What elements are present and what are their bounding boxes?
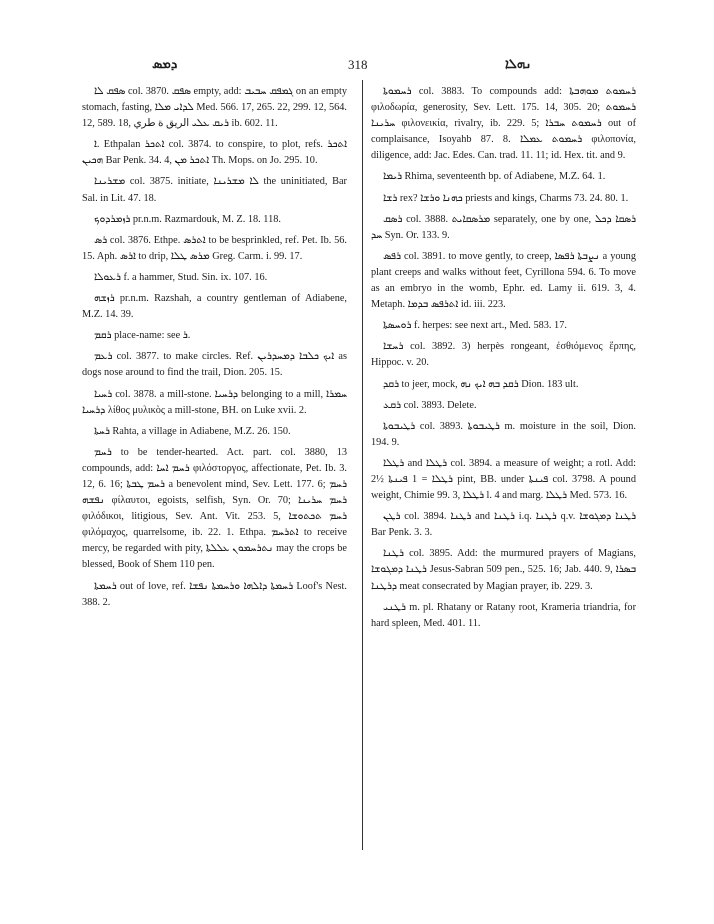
dictionary-entry: ܪܚܡܘܬܐ col. 3883. To compounds add: ܪܚܡܘܬ ܡܘܗܒܬܐ φιλοδωρία, generosity, Sev. Lett. 175. 14, 305. 20; ܪܚܡܘܬ ܚܪܝܢܐ φιλονεικία, rivalry, ib. 229. 5; ܪܚܡܘܬ ܚܒܪܐ out of complaisance, Isoyahb 87. 8. ܪܚܡܘܬ ܥܡܠܐ φιλοπονία, diligence, add: Jac. Edes. Can. trad. 11. 11; id. Hex. tit. and 9. <box>371 86 637 162</box>
dictionary-entry: ܪܛܢܝ m. pl. Rhatany or Ratany root, Krameria triandria, for hard spleen, Med. 401. 11. <box>371 601 636 629</box>
dictionary-entry: ܪܦܣ col. 3891. to move gently, to creep, ܢܨܒܬܐ ܪܦܣܐ a young plant creeps and walks without feet, Cyrillona 594. 6. To move as an embryo in the womb, Ephr. ed. Lamy ii. 619. 3, 4. Metaph. ܐܬܪܦܣ ܒܕܡܐ id. iii. 223. <box>371 250 636 311</box>
dictionary-entry: ܪܙܫܗ pr.n.m. Razshah, a country gentleman of Adiabene, M.Z. 14. 39. <box>82 293 347 321</box>
dictionary-entry: ܪܥܘܠܐ f. a hammer, Stud. Sin. ix. 107. 16. <box>94 271 268 283</box>
dictionary-entry: ܪܚܡܬܐ out of love, ref. ܪܚܡܬܐ ܕܐܠܗܐ ܘܪܚܡܬܐ ܢܦܫܐ Loof's Nest. 388. 2. <box>82 580 347 608</box>
dictionary-entry: ܪܛܢ col. 3894. ܪܛܢܐ and ܪܛܢܐ i.q. ܪܛܢܐ q.v. ܪܛܢܐ ܕܡܓܘܫܐ Bar Penk. 3. 3. <box>371 511 636 539</box>
right-column <box>371 84 636 637</box>
dictionary-entry: ܪܩܥ col. 3893. Delete. <box>383 399 477 411</box>
left-column <box>82 84 347 616</box>
dictionary-entry: ܪܝܡܐ Rhima, seventeenth bp. of Adiabene, M.Z. 64. 1. <box>383 171 606 183</box>
dictionary-entry: ܪܚܫܐ col. 3892. 3) herpès rongeant, ἐσθιόμενος ἕρπης, Hippoc. v. 20. <box>371 341 636 369</box>
dictionary-entry: ܪܩܕ to jeer, mock, ܪܩܕ ܒܗ ܐܝܟ ܢܗ Dion. 183 ult. <box>383 378 579 390</box>
dictionary-entry: ܪܩܡ place-name: see ܪ. <box>94 330 191 342</box>
dictionary-entry: ܐ. Ethpalan ܐܬܟܪ col. 3874. to conspire, to plot, refs. ܐܬܟܪ ܗܟܝܢ Bar Penk. 34. 4, ܐܬܟܪ ܡܢ Th. Mops. on Jo. 295. 10. <box>82 139 347 167</box>
running-head-left: ܕܡܣ <box>152 57 178 72</box>
page-number: 318 <box>348 57 368 72</box>
dictionary-entry: ܪܥܡ col. 3877. to make circles. Ref. ܐܝܟ ܟܠܒܐ ܕܡܚܕܪܝܢ as dogs nose around to find the trail, Dion. 205. 15. <box>82 351 347 379</box>
dictionary-entry: ܪܚܡ to be tender-hearted. Act. part. col. 3880, 13 compounds, add: ܪܚܡ ܐܚܐ φιλόστοργος, affectionate, Pet. Ib. 3. 12, 6. 16; ܪܚܡ ܛܒܬܐ a benevolent mind, Sev. Lett. 177. 6; ܪܚܡ ܢܦܫܗ φίλαυτοι, egoists, selfish, Syn. Or. 70; ܪܚܡ ܚܪܝܢܐ φιλόδικοι, litigious, Sev. Ant. Vit. 253. 5, ܪܚܡ ܬܟܬܘܫܐ φιλόμαχος, quarrelsome, ib. 22. 1. Ethpa. ܐܬܪܚܡ to receive mercy, be regarded with pity, ܢܬܪܚܡܘܢ ܥܠܠܬܐ may the crops be blessed, Book of Shem 110 pen. <box>82 446 348 571</box>
dictionary-entry: ܪܚܬܐ Rahta, a village in Adiabene, M.Z. 26. 150. <box>94 425 291 437</box>
dictionary-entry: ܪܛܝܒܘܬܐ col. 3893. ܪܛܝܒܘܬܐ m. moisture in the soil, Dion. 194. 9. <box>371 420 636 448</box>
dictionary-entry: ܪܛܠܐ and ܪܛܠܐ col. 3894. a measure of weight; a rotl. Add: 2½ ܪܛܠܐ = 1 ܦܝܢܬܐ pint, BB. under ܦܝܢܬܐ col. 3798. A pound weight, Chimie 99. 3, ܪܛܠܐ l. 4 and marg. ܪܛܠܐ Med. 573. 16. <box>371 457 637 502</box>
dictionary-entry: ܡܫܪܝܢܐ col. 3875. initiate, ܠܐ ܡܫܪܝܢܐ the uninitiated, Bar Sal. in Lit. 47. 18. <box>82 176 347 204</box>
running-head-right: ܢܗܠܐ <box>505 57 532 72</box>
dictionary-entry: ܪܫܐ rex? ܟܗܢܐ ܘܪܫܐ priests and kings, Charms 73. 24. 80. 1. <box>383 192 629 204</box>
column-divider <box>362 80 363 850</box>
dictionary-entry: ܪܣܩ col. 3888. ܡܪܣܩܐܝܬ separately, one by one, ܪܣܩܐ ܕܟܠ ܚܕ Syn. Or. 133. 9. <box>371 213 636 241</box>
dictionary-entry: ܪܛܢܐ col. 3895. Add: the murmured prayers of Magians, ܪܛܢܐ ܕܡܓܘܫܐ Jesus-Sabran 509 pen., 525. 16; Jab. 440. 9, ܒܣܪܐ ܕܪܛܢܐ meat consecrated by Magian prayer, ib. 229. 3. <box>371 548 636 592</box>
dictionary-entry: ܪܙܡܪܕܘܟ pr.n.m. Razmardouk, M. Z. 18. 118. <box>94 213 281 225</box>
dictionary-entry: ܣܦܩ ܠܐ col. 3870. ܣܦܩ empty, add: ܓܡܦܩ ܚܒܝܒ on an empty stomach, fasting, ܠܕܐܝ ܡܠܐ Med. 566. 17, 265. 22, 299. 12, 564. 12, 589. 18, ܪܝܩ ܥܠܝ الريق ة طري ib. 602. 11. <box>82 86 347 130</box>
dictionary-entry: ܪܚܝܐ col. 3878. a mill-stone. ܕܪܚܝܐ belonging to a mill, ܚܡܪܐ ܕܪܚܝܐ λίθος μυλικὸς a mill-stone, BH. on Luke xvii. 2. <box>82 388 347 416</box>
dictionary-entry: ܪܘܚܣܬܐ f. herpes: see next art., Med. 583. 17. <box>383 320 567 332</box>
dictionary-entry: ܪܣ col. 3876. Ethpe. ܐܬܪܣ to be besprinkled, ref. Pet. Ib. 56. 15. Aph. ܐܪܣ to drip, ܡܪܣ ܛܠܐ Greg. Carm. i. 99. 17. <box>82 234 347 262</box>
